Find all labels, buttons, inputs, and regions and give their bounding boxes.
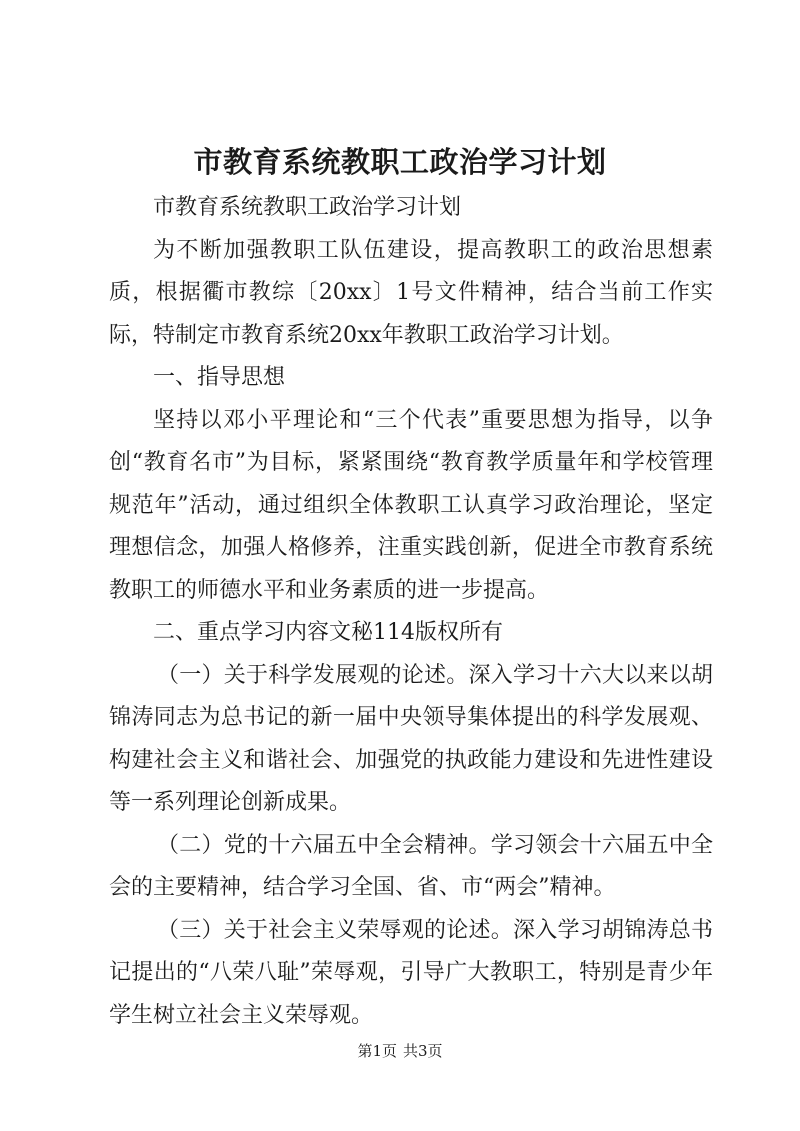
paragraph-subtitle: 市教育系统教职工政治学习计划: [153, 195, 462, 220]
paragraph-intro: 为不断加强教职工队伍建设，提高教职工的政治思想素质，根据衢市教综〔20xx〕1号文件精神，结合当前工作实际，特制定市教育系统20xx年教职工政治学习计划。: [109, 237, 713, 348]
page-total: 共3页: [403, 1042, 443, 1060]
paragraph-guiding-thought: 坚持以邓小平理论和“三个代表”重要思想为指导，以争创“教育名市”为目标，紧紧围绕“教育教学质量年和学校管理规范年”活动，通过组织全体教职工认真学习政治理论，坚定理想信念，加强人格修养，注重实践创新，促进全市教育系统教职工的师德水平和业务素质的进一步提高。: [109, 407, 713, 603]
document-body: [109, 187, 713, 1037]
document-title: 市教育系统教职工政治学习计划: [193, 145, 607, 179]
page-footer: [0, 1040, 800, 1062]
page-number: 第1页: [357, 1042, 397, 1060]
paragraph-item-2: （二）党的十六届五中全会精神。学习领会十六届五中全会的主要精神，结合学习全国、省、市“两会”精神。: [109, 832, 713, 900]
paragraph-item-3: （三）关于社会主义荣辱观的论述。深入学习胡锦涛总书记提出的“八荣八耻”荣辱观，引导广大教职工，特别是青少年学生树立社会主义荣辱观。: [109, 917, 713, 1028]
section-heading-key-content: 二、重点学习内容文秘114版权所有: [153, 620, 503, 645]
paragraph-item-1: （一）关于科学发展观的论述。深入学习十六大以来以胡锦涛同志为总书记的新一届中央领导集体提出的科学发展观、构建社会主义和谐社会、加强党的执政能力建设和先进性建设等一系列理论创新成果。: [109, 662, 713, 815]
section-heading-guiding-thought: 一、指导思想: [153, 365, 286, 390]
